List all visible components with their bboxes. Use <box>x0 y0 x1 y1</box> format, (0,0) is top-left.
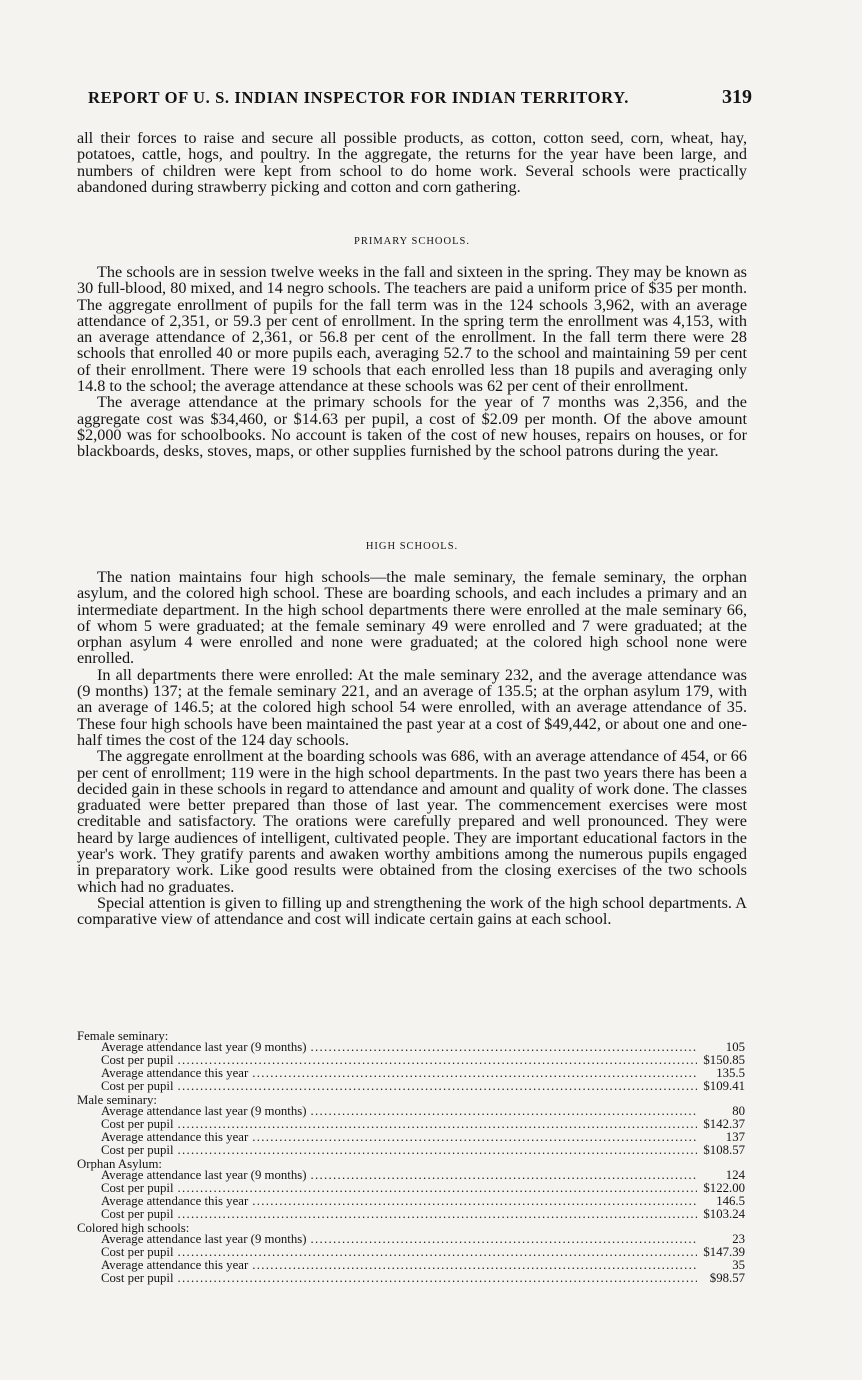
table-row: Average attendance last year (9 months) ..... 124 <box>101 1170 745 1183</box>
table-category: Female seminary: <box>77 1029 169 1043</box>
table-row: Average attendance this year ..... 35 <box>101 1260 745 1273</box>
paragraph: Special attention is given to filling up and strengthening the work of the high school departments. A comparative view of attendance and cost will indicate certain gains at each school. <box>77 893 747 929</box>
table-row: Average attendance last year (9 months) ..... 23 <box>101 1234 745 1247</box>
primary-schools-heading: PRIMARY SCHOOLS. <box>354 236 470 247</box>
paragraph: In all departments there were enrolled: At the male seminary 232, and the average attendance was (9 months) 137; at the female seminary 221, and an average of 135.5; at the orphan asylum 179, with an average of 146.5; at the colored high school 54 were enrolled, with an average attendance of 35. These four high schools have been maintained the past year at a cost of $49,442, or about one and one-half times the cost of the 124 day schools. <box>77 665 747 749</box>
table-category: Male seminary: <box>77 1093 157 1107</box>
running-header <box>88 86 752 112</box>
table-row: Cost per pupil ..... $109.41 <box>101 1081 745 1094</box>
intro-paragraph-block <box>77 130 747 195</box>
table-row: Cost per pupil ..... $98.57 <box>101 1273 745 1286</box>
table-row: Cost per pupil ..... $142.37 <box>101 1119 745 1132</box>
table-category: Orphan Asylum: <box>77 1157 162 1171</box>
table-row: Average attendance this year ..... 135.5 <box>101 1068 745 1081</box>
table-row: Average attendance this year ..... 146.5 <box>101 1196 745 1209</box>
table-row: Average attendance last year (9 months) ..... 105 <box>101 1042 745 1055</box>
header-title: REPORT OF U. S. INDIAN INSPECTOR FOR INDIAN TERRITORY. <box>88 88 629 107</box>
table-row: Cost per pupil ..... $122.00 <box>101 1183 745 1196</box>
table-row: Cost per pupil ..... $103.24 <box>101 1209 745 1222</box>
high-schools-heading: HIGH SCHOOLS. <box>365 541 459 552</box>
paragraph: The nation maintains four high schools—the male seminary, the female seminary, the orphan asylum, and the colored high school. These are boarding schools, and each includes a primary and an intermediate department. In the high school departments there were enrolled at the male seminary 66, of whom 5 were graduated; at the female seminary 49 were enrolled and 7 were graduated; at the orphan asylum 4 were enrolled and none were graduated; at the colored high school none were enrolled. <box>77 568 747 668</box>
paragraph: The average attendance at the primary schools for the year of 7 months was 2,356, and the aggregate cost was $34,460, or $14.63 per pupil, a cost of $2.09 per month. Of the above amount $2,000 was for schoolbooks. No account is taken of the cost of new houses, repairs on houses, or for blackboards, desks, stoves, maps, or other supplies furnished by the school patrons during the year. <box>77 393 747 461</box>
paragraph: The aggregate enrollment at the boarding schools was 686, with an average attendance of 454, or 66 per cent of enrollment; 119 were in the high school departments. In the past two years there has been a decided gain in these schools in regard to attendance and amount and quality of work done. The classes graduated were better prepared than those of last year. The commencement exercises were most creditable and satisfactory. The orations were carefully prepared and well pronounced. They were heard by large audiences of intelligent, cultivated people. They are important educational factors in the year's work. They gratify parents and awaken worthy ambitions among the numerous pupils engaged in preparatory work. Like good results were obtained from the closing exercises of the two schools which had no graduates. <box>77 747 747 896</box>
high-schools-text <box>77 569 747 928</box>
table-row: Cost per pupil ..... $108.57 <box>101 1145 745 1158</box>
page-number: 319 <box>722 86 752 108</box>
table-category: Colored high schools: <box>77 1221 190 1235</box>
primary-schools-text <box>77 264 747 460</box>
table-row: Average attendance last year (9 months) ..... 80 <box>101 1106 745 1119</box>
paragraph: The schools are in session twelve weeks in the fall and sixteen in the spring. They may be known as 30 full-blood, 80 mixed, and 14 negro schools. The teachers are paid a uniform price of $35 per month. The aggregate enrollment of pupils for the fall term was in the 124 schools 3,962, with an average attendance of 2,351, or 59.3 per cent of enrollment. In the spring term the enrollment was 4,153, with an average attendance of 2,361, or 56.8 per cent of the enrollment. In the fall term there were 28 schools that enrolled 40 or more pupils each, averaging 52.7 to the school and maintaining 59 per cent of their enrollment. There were 19 schools that each enrolled less than 18 pupils and averaging only 14.8 to the school; the average attendance at these schools was 62 per cent of their enrollment. <box>77 263 747 396</box>
table-row: Cost per pupil ..... $150.85 <box>101 1055 745 1068</box>
table-row: Cost per pupil ..... $147.39 <box>101 1247 745 1260</box>
intro-paragraph: all their forces to raise and secure all possible products, as cotton, cotton seed, corn, wheat, hay, potatoes, cattle, hogs, and poultry. In the aggregate, the returns for the year have been large, and numbers of children were kept from school to do home work. Several schools were practically abandoned during strawberry picking and cotton and corn gathering. <box>77 129 747 196</box>
table-row: Average attendance this year ..... 137 <box>101 1132 745 1145</box>
